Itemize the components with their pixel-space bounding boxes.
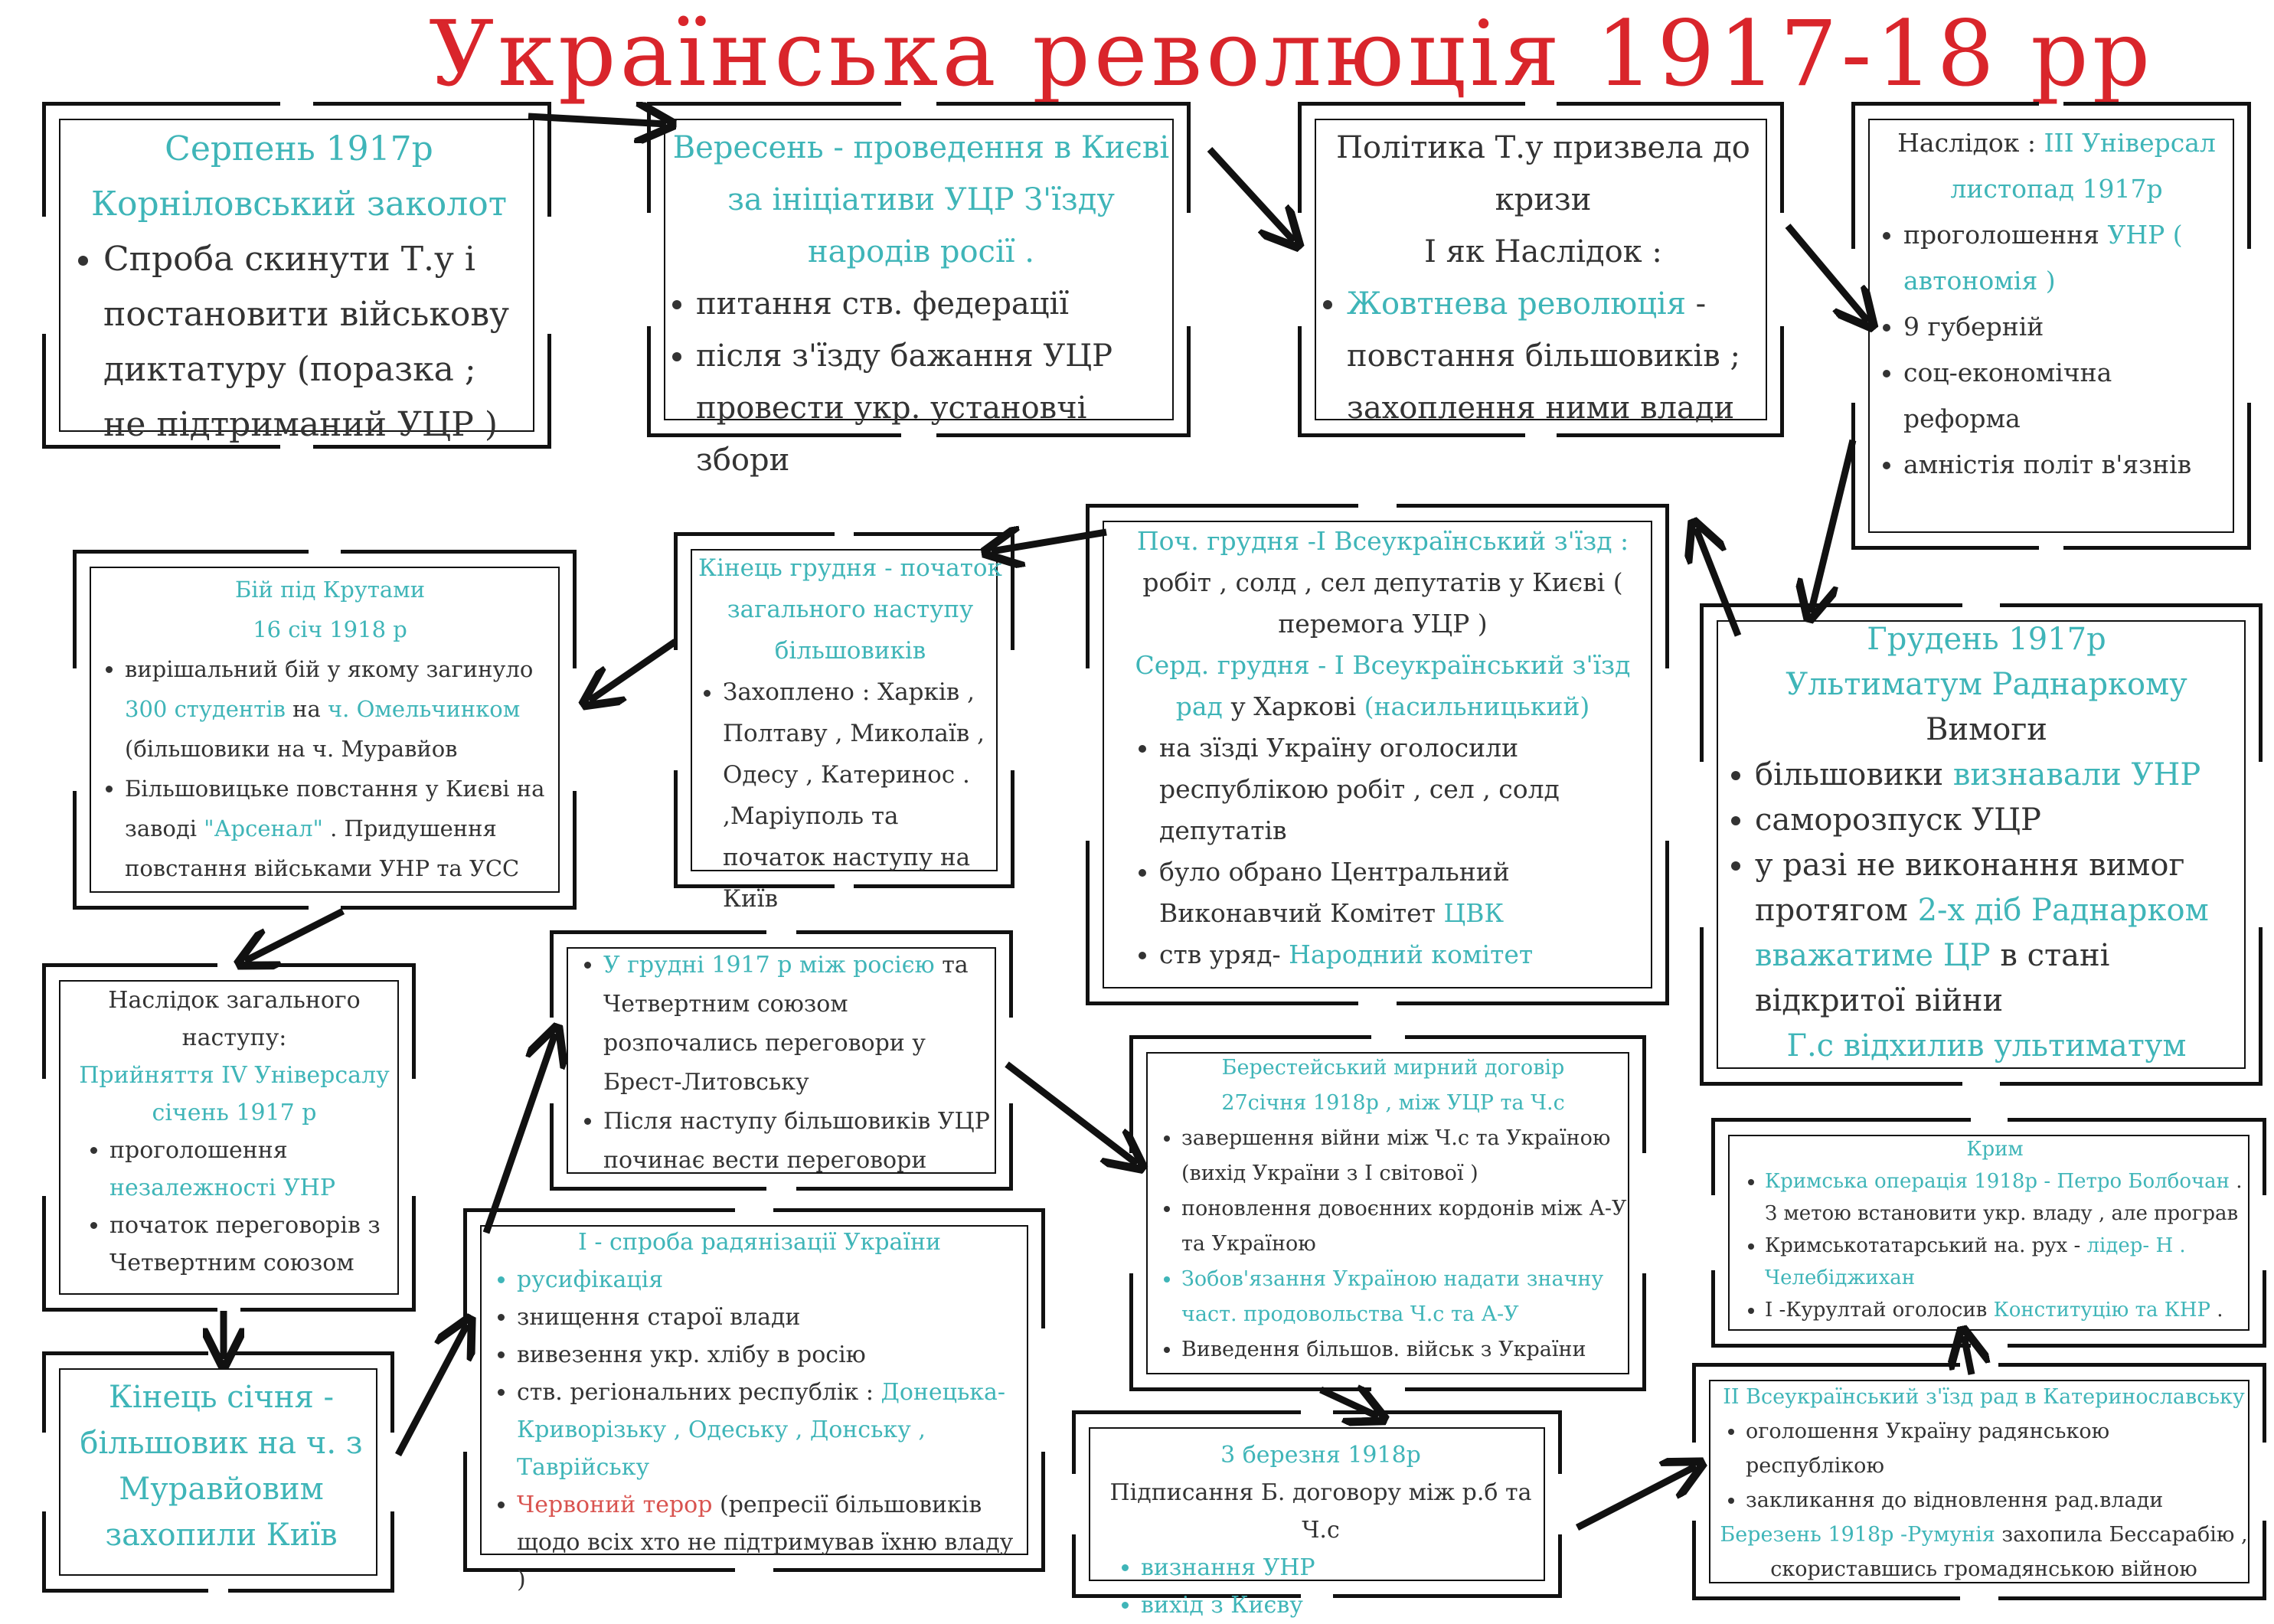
box-first-congress — [1086, 504, 1669, 1005]
second-congress-footer: Березень 1918р -Румунія захопила Бессарабію , скориставшись громадянською війною — [1720, 1523, 2248, 1581]
box-fourth-universal — [42, 963, 416, 1312]
brest-item-2: • поновлення довоєнних кордонів між А-У та Україною — [1181, 1191, 1631, 1262]
second-congress-item-1: • оголошення Україну радянською республікою — [1746, 1414, 2253, 1483]
september-item-1: • питання ств. федерації — [696, 278, 1172, 330]
brest-item-3: • Зобов'язання Україною надати значну част. продовольства Ч.с та А-У — [1181, 1262, 1631, 1332]
box-policy — [1298, 102, 1784, 437]
ultimatum-title: Ультиматум Раднаркому — [1786, 667, 2187, 702]
congress-item-1: • на зїзді Україну оголосили республікою робіт , сел , солд депутатів — [1159, 727, 1652, 851]
crimea-title: Крим — [1966, 1138, 2024, 1161]
ultimatum-footer: Г.с відхилив ультиматум — [1786, 1028, 2187, 1064]
box-crimea — [1711, 1118, 2266, 1348]
arrow-sept-to-policy — [1210, 149, 1294, 241]
talks-item-2: • Після наступу більшовиків УЦР починає вести переговори — [603, 1102, 998, 1180]
third-heading: Наслідок : III Універсал листопад 1917р — [1897, 128, 2216, 204]
arrow-third-to-ultimatum — [1811, 440, 1853, 613]
kyiv-captured-text: Кінець січня - більшовик на ч. з Муравйовим захопили Київ — [80, 1380, 363, 1553]
march-item-2: • вихід з Києву — [1141, 1586, 1547, 1624]
box-kyiv-captured — [42, 1351, 394, 1593]
box-brest-treaty — [1129, 1035, 1646, 1391]
brest-title: Берестейський мирний договір — [1221, 1056, 1565, 1080]
arrow-enddec-to-krut — [590, 642, 675, 701]
september-heading: Вересень - проведення в Києві за ініціативи УЦР З'їзду народів росії . — [672, 130, 1170, 270]
ultimatum-item-3: • у разі не виконання вимог протягом 2-х діб Раднарком вважатиме ЦР в стані відкритої війни — [1755, 843, 2244, 1024]
sovietization-item-3: • вивезення укр. хлібу в росію — [517, 1336, 1028, 1374]
kruty-title: Бій під Крутами — [234, 577, 426, 603]
talks-item-1: • У грудні 1917 р між росією та Четвертним союзом розпочались переговори у Брест-Литовську — [603, 946, 998, 1102]
crimea-item-2: • Кримськотатарський на. рух - лідер- Н . Челебіджихан — [1765, 1230, 2251, 1294]
third-item-4: • амністія політ в'язнів — [1903, 442, 2236, 488]
box-kornilov — [42, 102, 551, 449]
arrow-march-to-second — [1577, 1466, 1696, 1528]
kruty-item-2: • Більшовицьке повстання у Києві на заводі "Арсенал" . Придушення повстання військами УНР та УСС — [125, 769, 561, 888]
october-revolution: Жовтнева революція — [1347, 286, 1686, 322]
fourth-heading: Наслідок загального наступу: — [108, 987, 361, 1051]
congress-kharkiv: Серд. грудня - І Всеукраїнський з'їзд рад у Харкові (насильницький) — [1135, 650, 1631, 721]
ultimatum-demands: Вимоги — [1926, 712, 2047, 747]
congress-item-2: • було обрано Центральний Виконавчий Комітет ЦВК — [1159, 851, 1652, 934]
third-item-1: • проголошення УНР ( автономія ) — [1903, 212, 2236, 304]
ultimatum-item-1: • більшовики визнавали УНР — [1755, 753, 2244, 798]
sovietization-title: І - спроба радянізації України — [577, 1229, 942, 1256]
second-congress-item-2: • закликання до відновлення рад.влади — [1746, 1483, 2253, 1518]
march-line: Підписання Б. договору між р.б та Ч.с — [1109, 1479, 1532, 1544]
ultimatum-item-2: • саморозпуск УЦР — [1755, 798, 2244, 843]
page-title: Українська революція 1917-18 рр — [429, 1, 2155, 106]
march-item-1: • визнання УНР — [1141, 1549, 1547, 1586]
arrow-talks-to-brest — [1007, 1064, 1137, 1164]
end-december-item: • Захоплено : Харків , Полтаву , Миколаїв , Одесу , Катеринос . ,Маріуполь та початок наступу на Київ — [723, 671, 1004, 920]
arrow-sov-to-talks — [486, 1034, 555, 1233]
kruty-item-1: • вирішальний бій у якому загинуло 300 студентів на ч. Омельчинком (більшовики на ч. Муравйов — [125, 649, 561, 769]
crimea-item-1: • Кримська операція 1918р - Петро Болбочан . З метою встановити укр. владу , але програв — [1765, 1165, 2251, 1230]
kornilov-title: Корніловський заколот — [90, 185, 508, 224]
congress-kyiv: Поч. грудня -І Всеукраїнський з'їзд : робіт , солд , сел депутатів у Києві ( перемога УЦР ) — [1136, 526, 1629, 639]
fourth-item-1: • проголошення незалежності УНР — [109, 1132, 400, 1207]
box-end-december — [674, 532, 1014, 913]
kornilov-date: Серпень 1917р — [165, 129, 433, 168]
brest-item-4: • Виведення більшов. військ з України — [1181, 1332, 1631, 1367]
third-item-3: • соц-економічна реформа — [1903, 350, 2236, 442]
brest-date: 27січня 1918р , між УЦР та Ч.с — [1221, 1091, 1565, 1115]
box-march-treaty — [1072, 1410, 1562, 1619]
sovietization-item-2: • знищення старої влади — [517, 1299, 1028, 1336]
box-talks — [550, 930, 1013, 1191]
box-september — [647, 102, 1191, 478]
third-item-2: • 9 губерній — [1903, 304, 2236, 350]
policy-line-2: І як Наслідок : — [1424, 234, 1662, 270]
september-item-2: • після з'їзду бажання УЦР провести укр. установчі збори — [696, 330, 1172, 486]
arrow-kyiv-to-sov — [398, 1325, 467, 1455]
kornilov-item: • Спроба скинути Т.у і постановити військову диктатуру (поразка ; не підтриманий УЦР ) — [103, 232, 521, 453]
second-congress-title: ІІ Всеукраїнський з'їзд рад в Катеринославську — [1723, 1385, 2245, 1409]
end-december-heading: Кінець грудня - початок загального наступу більшовиків — [698, 554, 1002, 665]
policy-line-1: Політика Т.у призвела до кризи — [1336, 130, 1750, 217]
box-kruty — [73, 550, 577, 910]
sovietization-item-5: • Червоний терор (репресії більшовиків щодо всіх хто не підтримував їхню владу ) — [517, 1486, 1028, 1599]
sovietization-item-1: • русифікація — [517, 1261, 1028, 1299]
march-date: 3 березня 1918р — [1220, 1442, 1421, 1469]
fourth-item-2: • початок переговорів з Четвертним союзом — [109, 1207, 400, 1282]
ultimatum-date: Грудень 1917р — [1867, 622, 2106, 657]
box-ultimatum — [1700, 603, 2263, 1086]
arrow-krut-to-fourth — [245, 911, 343, 961]
box-third-universal — [1851, 102, 2251, 550]
crimea-item-3: • І -Курултай оголосив Конституцію та КНР . — [1765, 1294, 2251, 1326]
box-second-congress — [1692, 1363, 2266, 1600]
kruty-date: 16 січ 1918 р — [253, 616, 407, 642]
sovietization-item-4: • ств. регіональних республік : Донецька-Криворізьку , Одеську , Донську , Таврійську — [517, 1374, 1028, 1486]
congress-item-3: • ств уряд- Народний комітет — [1159, 934, 1652, 975]
box-sovietization — [463, 1208, 1045, 1593]
fourth-title: Прийняття IV Універсалу січень 1917 р — [79, 1062, 390, 1126]
brest-item-1: • завершення війни між Ч.с та Україною (вихід України з І світової ) — [1181, 1121, 1631, 1191]
policy-item: • Жовтнева революція - повстання більшовиків ; захоплення ними влади — [1347, 278, 1766, 434]
